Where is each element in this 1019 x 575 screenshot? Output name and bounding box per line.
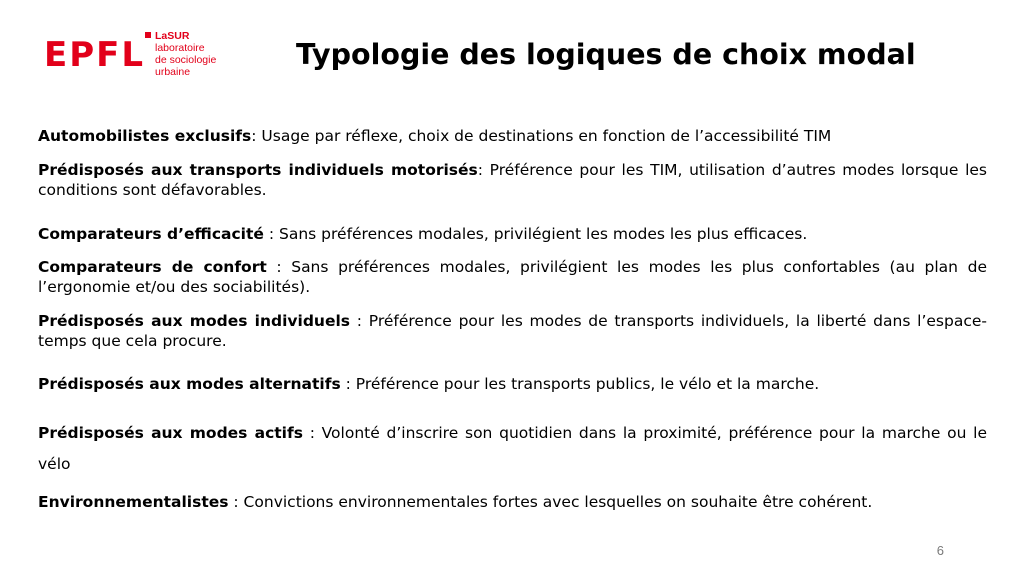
list-item [38, 374, 987, 394]
item-term: Environnementalistes [38, 493, 229, 511]
lab-line: laboratoire [155, 42, 205, 54]
list-item [38, 224, 987, 244]
page-title: Typologie des logiques de choix modal [296, 38, 916, 71]
item-term: Prédisposés aux modes individuels [38, 312, 351, 330]
item-desc: : Préférence pour les modes de transports individuels, la liberté dans l’espace-temps que cela procure. [38, 312, 987, 350]
list-item [38, 257, 987, 297]
lab-logo [145, 30, 216, 78]
page-number: 6 [936, 543, 944, 558]
item-desc: : Sans préférences modales, privilégient les modes les plus efficaces. [263, 225, 808, 243]
item-desc: : Volonté d’inscrire son quotidien dans la proximité, préférence pour la marche ou le vélo [38, 424, 987, 473]
epfl-logo: EPFL [44, 35, 146, 75]
item-term: Prédisposés aux modes alternatifs [38, 375, 341, 393]
list-item [38, 126, 987, 146]
list-item [38, 418, 987, 480]
lab-square-icon [145, 32, 151, 38]
item-term: Automobilistes exclusifs [38, 127, 252, 145]
item-desc: : Sans préférences modales, privilégient les modes les plus confortables (au plan de l’ergonomie et/ou des sociabilités). [38, 258, 987, 296]
item-desc: : Convictions environnementales fortes avec lesquelles on souhaite être cohérent. [228, 493, 873, 511]
list-item [38, 311, 987, 351]
item-desc: : Usage par réflexe, choix de destinations en fonction de l’accessibilité TIM [251, 127, 832, 145]
item-term: Comparateurs d’efficacité [38, 225, 264, 243]
item-term: Prédisposés aux modes actifs [38, 424, 303, 442]
lab-line: urbaine [155, 66, 191, 78]
item-term: Comparateurs de confort [38, 258, 267, 276]
item-term: Prédisposés aux transports individuels motorisés [38, 161, 478, 179]
item-desc: : Préférence pour les TIM, utilisation d’autres modes lorsque les conditions sont défavorables. [38, 161, 987, 199]
list-item [38, 492, 987, 512]
item-desc: : Préférence pour les transports publics, le vélo et la marche. [340, 375, 820, 393]
list-item [38, 160, 987, 200]
lab-name: LaSUR [155, 30, 190, 42]
lab-line: de sociologie [155, 54, 217, 66]
